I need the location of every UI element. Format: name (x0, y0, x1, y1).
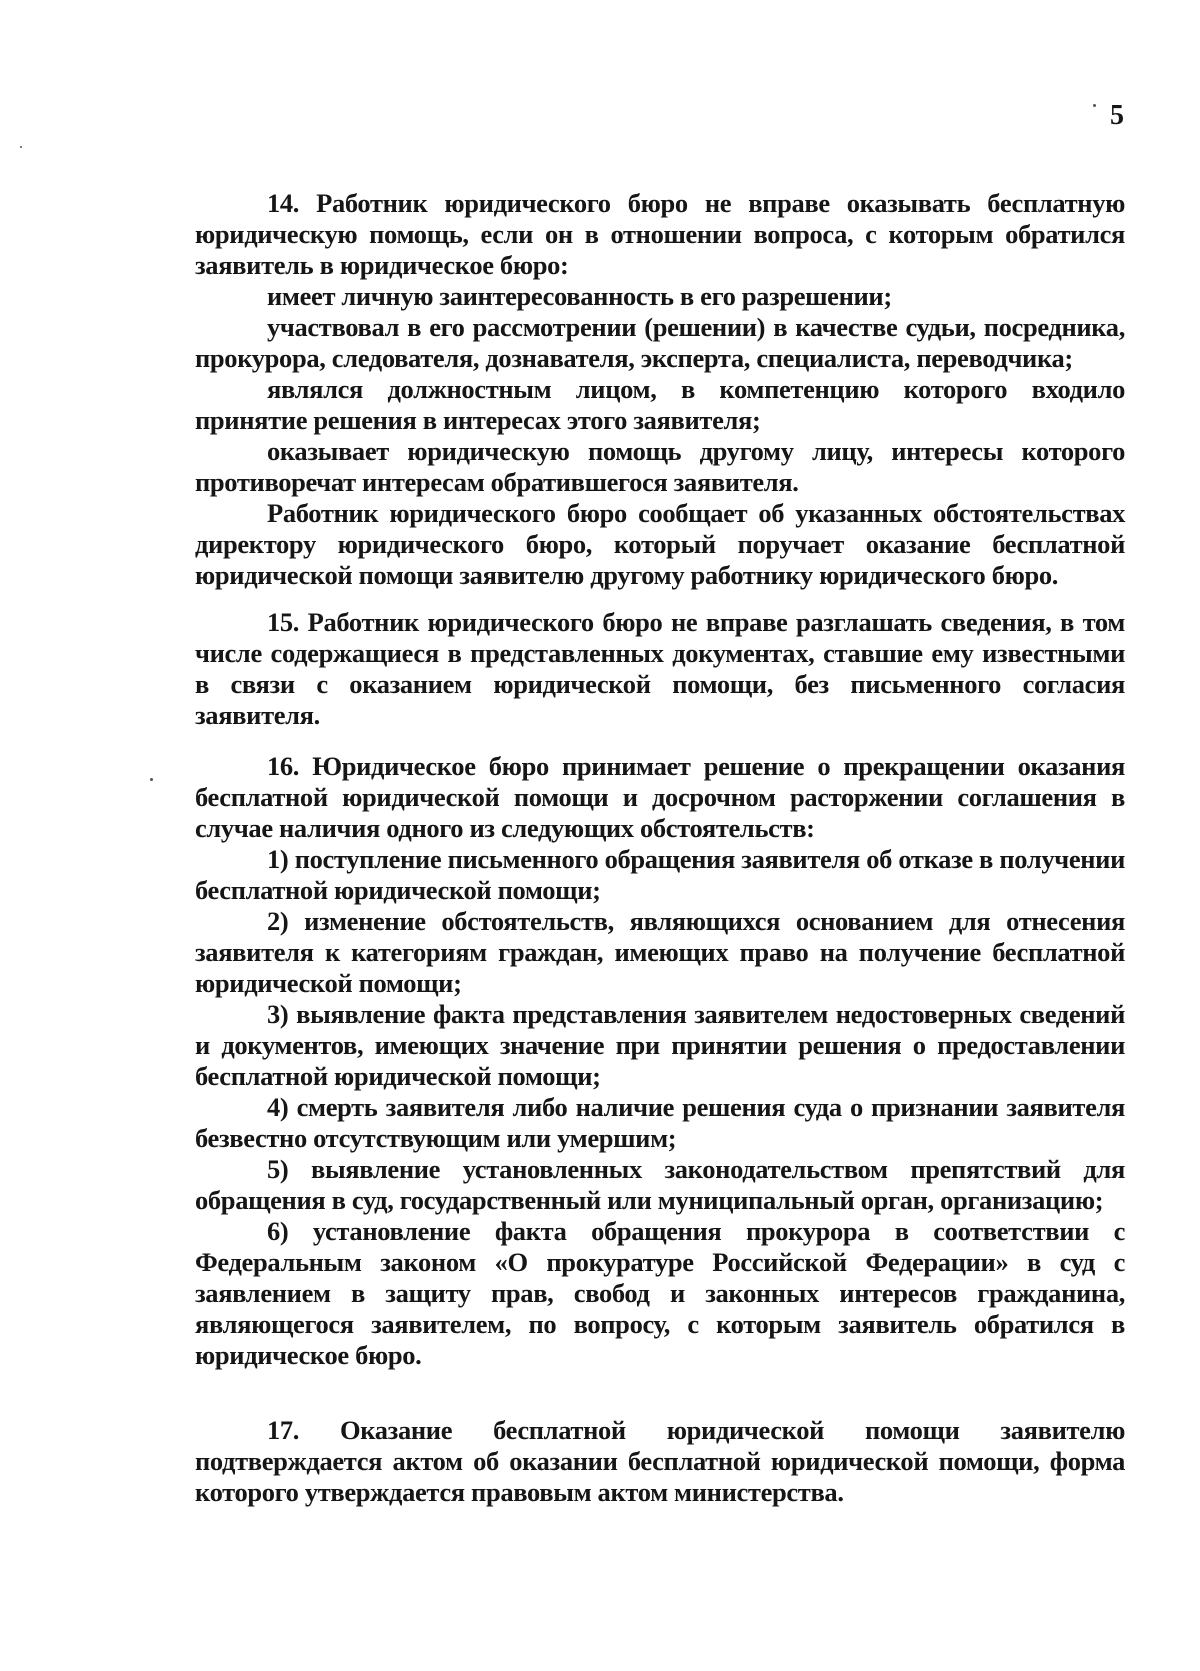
list-item: 2) изменение обстоятельств, являющихся основанием для отнесения заявителя к категориям граждан, имеющих право на получение бесплатной юридической помощи; (195, 906, 1125, 998)
paragraph-16-intro: 16. Юридическое бюро принимает решение о прекращении оказания бесплатной юридической помощи и досрочном расторжении соглашения в случае наличия одного из следующих обстоятельств: (195, 751, 1125, 843)
list-item: 1) поступление письменного обращения заявителя об отказе в получении бесплатной юридической помощи; (195, 844, 1125, 905)
paragraph-14-intro: 14. Работник юридического бюро не вправе оказывать бесплатную юридическую помощь, если он в отношении вопроса, с которым обратился заявитель в юридическое бюро: (195, 188, 1125, 280)
scan-speck (150, 778, 153, 781)
list-item: 6) установление факта обращения прокурора в соответствии с Федеральным законом «О прокуратуре Российской Федерации» в суд с заявлением в защиту прав, свобод и законных интересов гражданина, являющегося заявителем, по вопросу, с которым заявитель обратился в юридическое бюро. (195, 1216, 1125, 1370)
paragraph: Работник юридического бюро сообщает об указанных обстоятельствах директору юридического бюро, который поручает оказание бесплатной юридической помощи заявителю другому работнику юридического бюро. (195, 498, 1125, 590)
document-body (195, 188, 1125, 1508)
list-item: 5) выявление установленных законодательством препятствий для обращения в суд, государственный или муниципальный орган, организацию; (195, 1154, 1125, 1215)
scan-speck (20, 146, 22, 148)
paragraph-15: 15. Работник юридического бюро не вправе разглашать сведения, в том числе содержащиеся в представленных документах, ставшие ему известными в связи с оказанием юридической помощи, без письменного согласия заявителя. (195, 607, 1125, 730)
list-item: 3) выявление факта представления заявителем недостоверных сведений и документов, имеющих значение при принятии решения о предоставлении бесплатной юридической помощи; (195, 999, 1125, 1091)
list-item: оказывает юридическую помощь другому лицу, интересы которого противоречат интересам обратившегося заявителя. (195, 436, 1125, 497)
page-number: 5 (1110, 100, 1124, 131)
scan-speck (1093, 104, 1096, 107)
list-item: являлся должностным лицом, в компетенцию которого входило принятие решения в интересах этого заявителя; (195, 374, 1125, 435)
paragraph-17: 17. Оказание бесплатной юридической помощи заявителю подтверждается актом об оказании бесплатной юридической помощи, форма которого утверждается правовым актом министерства. (195, 1415, 1125, 1507)
list-item: 4) смерть заявителя либо наличие решения суда о признании заявителя безвестно отсутствующим или умершим; (195, 1092, 1125, 1153)
list-item: имеет личную заинтересованность в его разрешении; (267, 281, 892, 311)
list-item: участвовал в его рассмотрении (решении) в качестве судьи, посредника, прокурора, следователя, дознавателя, эксперта, специалиста, переводчика; (195, 312, 1125, 373)
